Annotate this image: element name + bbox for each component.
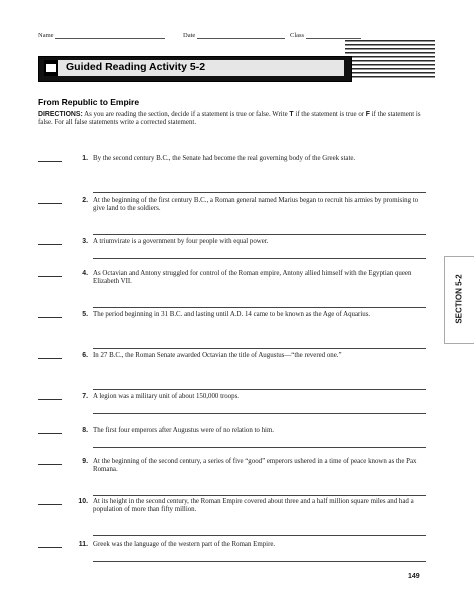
correction-line[interactable] — [93, 258, 426, 259]
correction-line[interactable] — [93, 234, 426, 235]
true-false-blank[interactable] — [38, 317, 62, 318]
true-false-blank[interactable] — [38, 161, 62, 162]
name-field — [38, 32, 165, 39]
question-statement: The first four emperors after Augustus were of no relation to him. — [93, 427, 275, 434]
section-tab-label: SECTION 5-2 — [454, 274, 464, 324]
name-line[interactable] — [55, 32, 165, 39]
correction-line[interactable] — [93, 348, 426, 349]
question-number: 1. — [82, 155, 88, 162]
activity-title: Guided Reading Activity 5-2 — [66, 61, 206, 73]
date-line[interactable] — [197, 32, 285, 39]
true-false-blank[interactable] — [38, 276, 62, 277]
correction-line[interactable] — [93, 447, 426, 448]
correction-line[interactable] — [93, 413, 426, 414]
correction-line[interactable] — [93, 307, 426, 308]
question-number: 3. — [82, 238, 88, 245]
question-number: 10. — [78, 498, 88, 505]
directions-text-c: if the statement is false. For all false statements write a corrected statement. — [38, 111, 421, 127]
correction-line[interactable] — [93, 495, 426, 496]
book-icon — [46, 64, 56, 72]
question-number: 11. — [78, 541, 88, 548]
question-number: 2. — [82, 197, 88, 204]
directions-text-b: if the statement is true or — [293, 111, 366, 118]
correction-line[interactable] — [93, 535, 426, 536]
class-label: Class — [290, 32, 305, 39]
true-false-blank[interactable] — [38, 464, 62, 465]
question-number: 6. — [82, 352, 88, 359]
question-number: 4. — [82, 270, 88, 277]
question-statement: The period beginning in 31 B.C. and lasting until A.D. 14 came to be known as the Age of Aquarius. — [93, 311, 371, 318]
true-false-blank[interactable] — [38, 433, 62, 434]
question-statement: At the beginning of the first century B.C., a Roman general named Marius began to recruit his armies by promising to give land to the soldiers. — [93, 197, 419, 213]
true-false-blank[interactable] — [38, 399, 62, 400]
true-false-blank[interactable] — [38, 547, 62, 548]
question-statement: By the second century B.C., the Senate had become the real governing body of the Greek state. — [93, 155, 356, 162]
date-label: Date — [183, 32, 196, 39]
question-number: 9. — [82, 458, 88, 465]
class-field — [290, 32, 361, 39]
true-false-blank[interactable] — [38, 358, 62, 359]
question-number: 7. — [82, 393, 88, 400]
correction-line[interactable] — [93, 561, 426, 562]
date-field — [183, 32, 285, 39]
name-label: Name — [38, 32, 54, 39]
true-false-blank[interactable] — [38, 504, 62, 505]
question-number: 8. — [82, 427, 88, 434]
decorative-stripes — [345, 40, 435, 80]
correction-line[interactable] — [93, 192, 426, 193]
question-statement: At its height in the second century, the Roman Empire covered about three and a half million square miles and had a population of more than fifty million. — [93, 498, 414, 514]
class-line[interactable] — [306, 32, 361, 39]
directions-t: T — [289, 111, 294, 118]
true-false-blank[interactable] — [38, 244, 62, 245]
page-number: 149 — [408, 573, 420, 580]
directions — [38, 111, 433, 128]
question-statement: In 27 B.C., the Roman Senate awarded Octavian the title of Augustus—“the revered one.” — [93, 352, 342, 359]
question-number: 5. — [82, 311, 88, 318]
question-statement: A legion was a military unit of about 150,000 troops. — [93, 393, 240, 400]
question-statement: A triumvirate is a government by four people with equal power. — [93, 238, 269, 245]
section-subtitle: From Republic to Empire — [38, 97, 140, 107]
correction-line[interactable] — [93, 389, 426, 390]
question-statement: At the beginning of the second century, a series of five “good” emperors ushered in a time of peace known as the Pax Romana. — [93, 458, 417, 474]
true-false-blank[interactable] — [38, 203, 62, 204]
question-statement: As Octavian and Antony struggled for control of the Roman empire, Antony allied himself with the Egyptian queen Elizabeth VII. — [93, 270, 412, 286]
directions-label: DIRECTIONS: — [38, 111, 83, 118]
question-statement: Greek was the language of the western part of the Roman Empire. — [93, 541, 276, 548]
directions-f: F — [365, 111, 370, 118]
directions-text-a: As you are reading the section, decide if a statement is true or false. Write — [82, 111, 290, 118]
